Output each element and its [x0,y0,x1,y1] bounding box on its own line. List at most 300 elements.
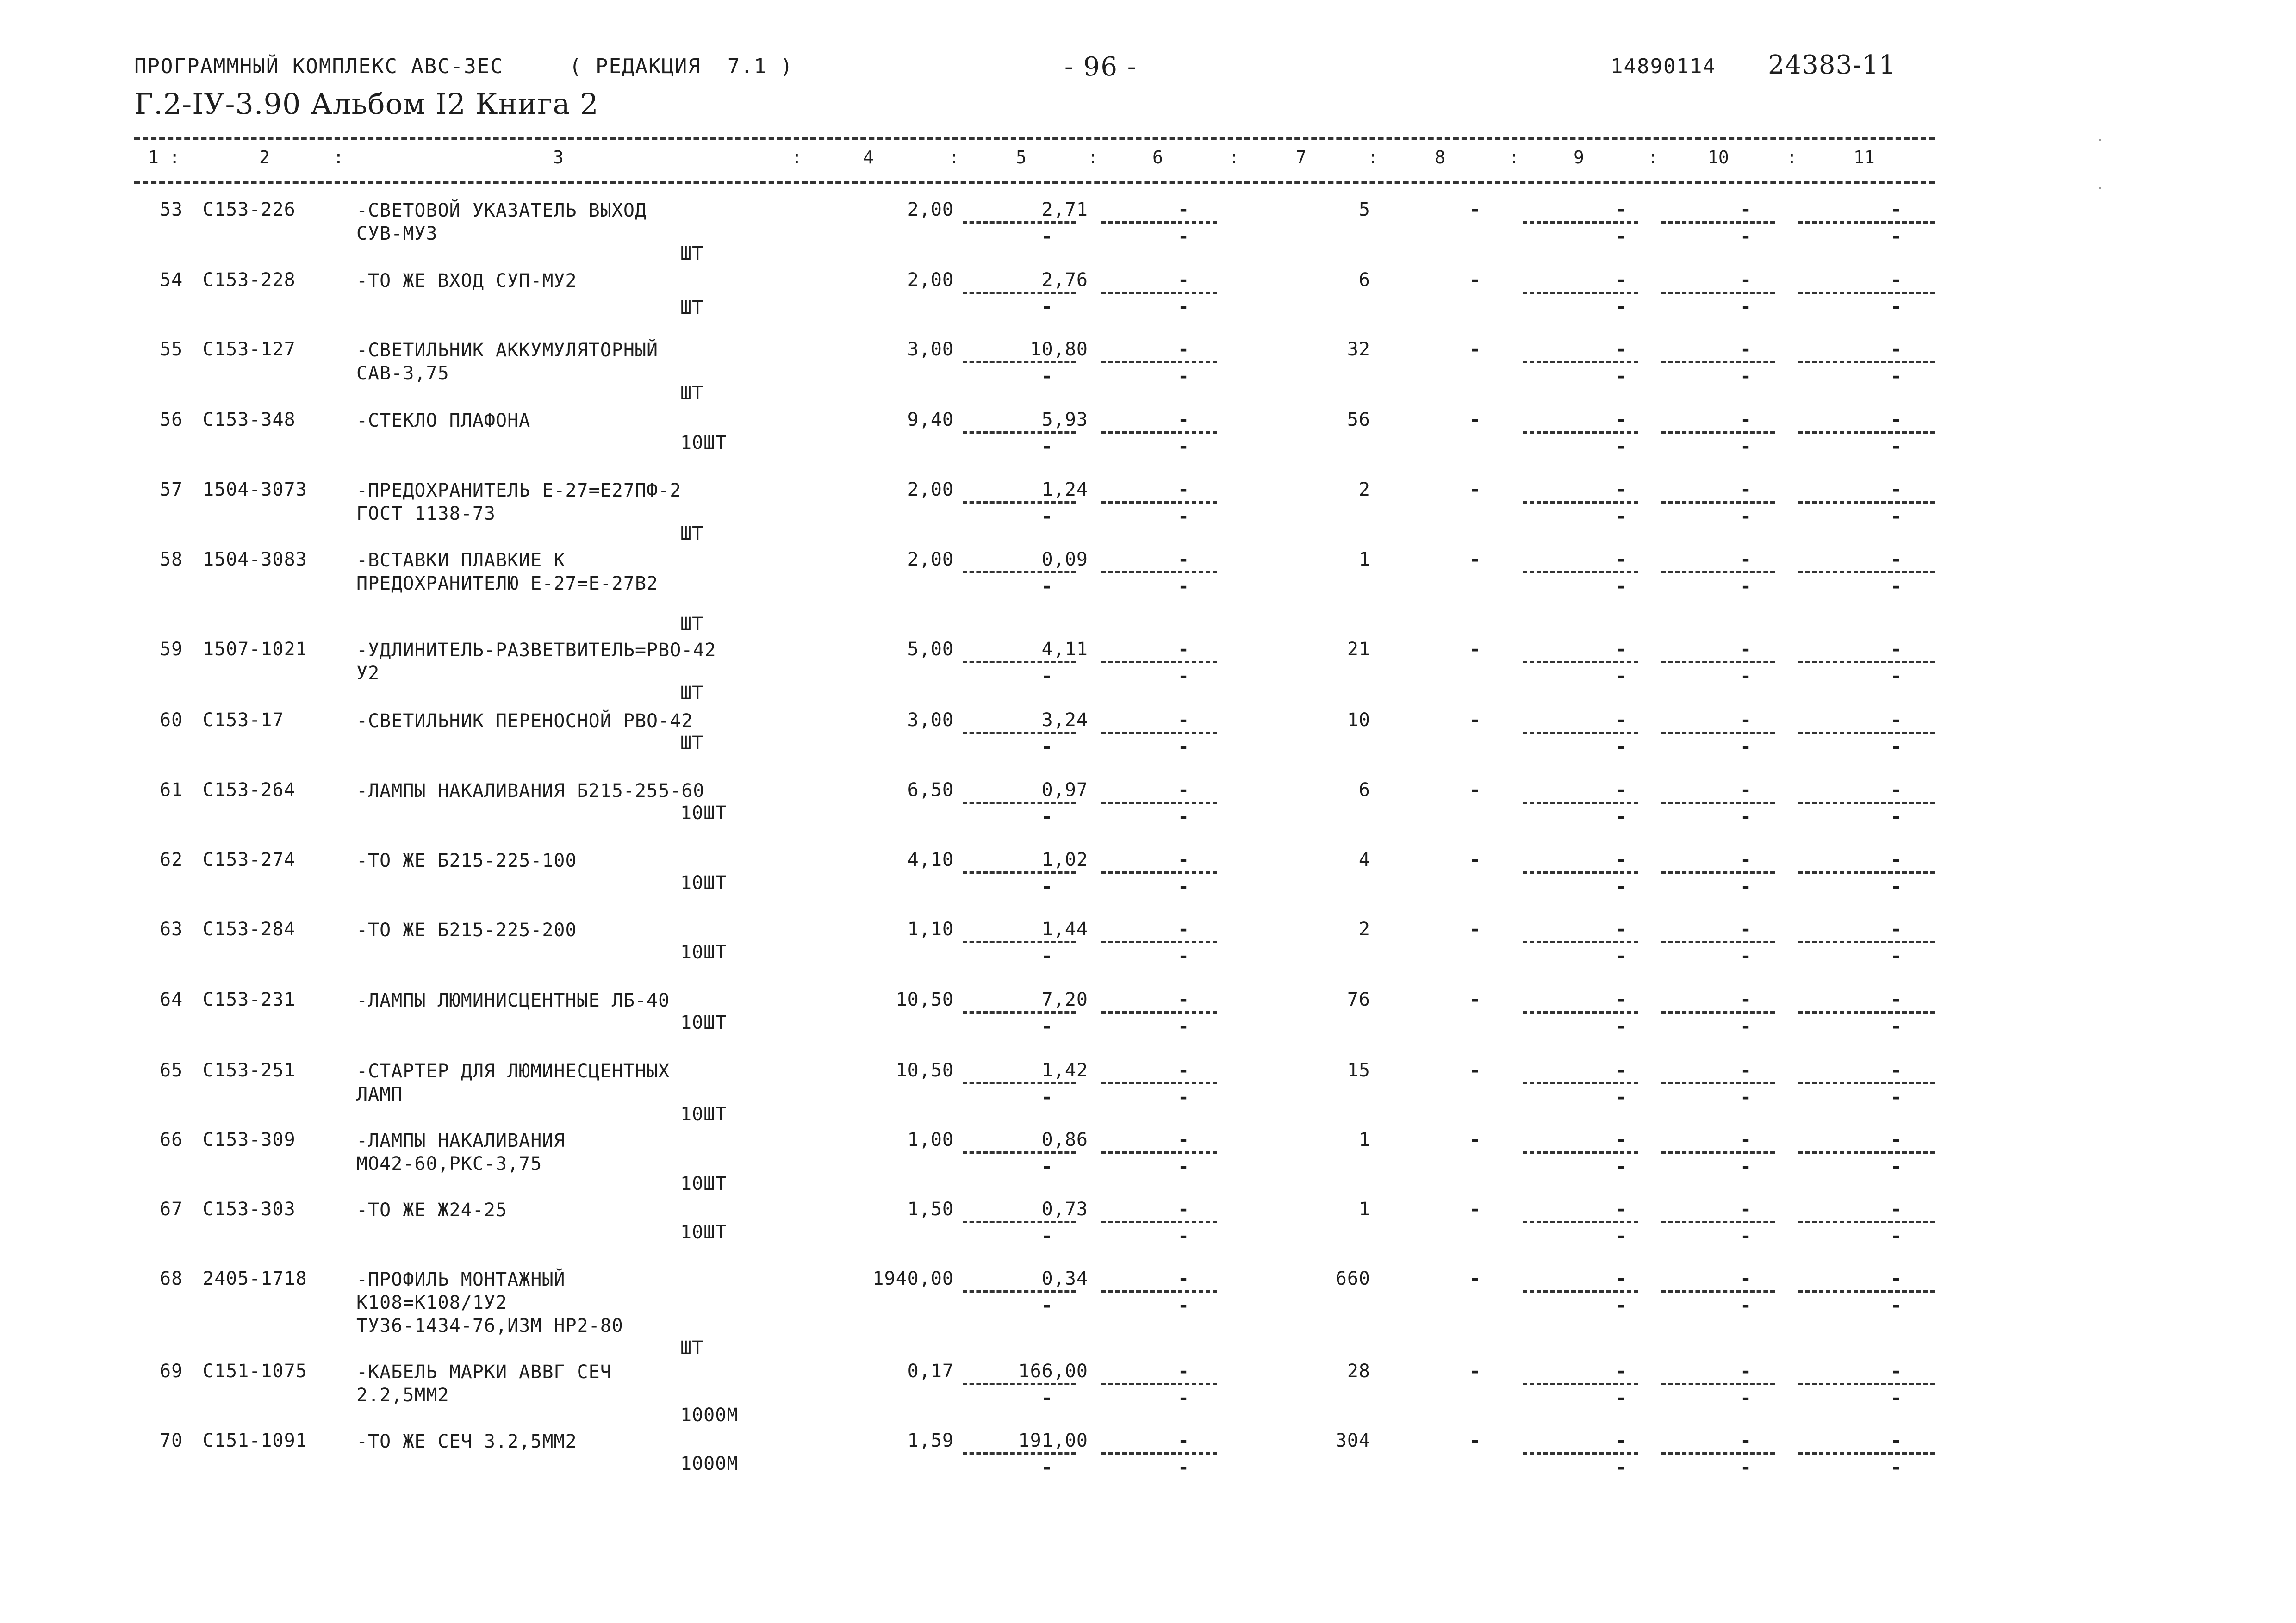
row-number: 67 [160,1199,183,1220]
sub-divider [1523,501,1638,504]
sub-divider [1523,361,1638,363]
row-number: 69 [160,1361,183,1382]
empty-cell-dash: - [1469,779,1481,801]
row-code: C153-348 [203,409,296,430]
empty-cell-dash: - [1041,1387,1053,1409]
empty-cell-dash: - [1178,226,1190,247]
empty-cell-dash: - [1041,1156,1053,1177]
empty-cell-dash: - [1178,876,1190,897]
empty-cell-dash: - [1615,1387,1627,1409]
empty-cell-dash: - [1178,1016,1190,1037]
row-total: 1 [1358,1199,1370,1220]
row-quantity: 1940,00 [872,1268,954,1289]
sub-divider [963,1151,1076,1154]
row-number: 53 [160,199,183,220]
sub-divider [1798,941,1935,943]
row-name-line: -СТЕКЛО ПЛАФОНА [356,410,531,431]
empty-cell-dash: - [1891,409,1903,430]
empty-cell-dash: - [1469,849,1481,871]
empty-cell-dash: - [1740,339,1752,360]
row-number: 70 [160,1430,183,1451]
sub-divider [963,802,1076,804]
empty-cell-dash: - [1740,1156,1752,1177]
empty-cell-dash: - [1178,339,1190,360]
empty-cell-dash: - [1740,945,1752,967]
row-code: C153-264 [203,779,296,801]
empty-cell-dash: - [1891,1295,1903,1316]
sub-divider [1101,1151,1217,1154]
empty-cell-dash: - [1178,1387,1190,1409]
empty-cell-dash: - [1178,1060,1190,1081]
empty-cell-dash: - [1178,806,1190,827]
empty-cell-dash: - [1891,945,1903,967]
empty-cell-dash: - [1469,479,1481,500]
sub-divider [1798,292,1935,294]
row-quantity: 3,00 [907,339,954,360]
sub-divider [963,361,1076,363]
row-name-line: -СВЕТИЛЬНИК ПЕРЕНОСНОЙ РВО-42 [356,710,693,732]
empty-cell-dash: - [1615,296,1627,317]
col-sep: : [791,147,802,168]
row-name-line: СУВ-МУЗ [356,223,438,244]
row-name-line: -СВЕТИЛЬНИК АККУМУЛЯТОРНЫЙ [356,340,659,361]
empty-cell-dash: - [1740,296,1752,317]
sub-divider [1661,1151,1775,1154]
empty-cell-dash: - [1891,1199,1903,1220]
sub-divider [1523,1452,1638,1455]
sub-divider [1101,431,1217,434]
program-title: ПРОГРАММНЫЙ КОМПЛЕКС АВС-ЗЕС [134,55,504,78]
row-name-line: -ЛАМПЫ НАКАЛИВАНИЯ [356,1130,566,1151]
sub-divider [1798,1383,1935,1385]
empty-cell-dash: - [1615,409,1627,430]
empty-cell-dash: - [1891,1016,1903,1037]
empty-cell-dash: - [1740,436,1752,457]
empty-cell-dash: - [1740,506,1752,527]
empty-cell-dash: - [1615,1060,1627,1081]
empty-cell-dash: - [1740,1016,1752,1037]
row-number: 64 [160,989,183,1010]
empty-cell-dash: - [1178,366,1190,387]
header-rule-top [134,137,1935,140]
row-code: 1504-3083 [203,549,307,570]
row-name-line: САВ-3,75 [356,363,449,384]
sub-divider [1661,1011,1775,1014]
table-row [0,779,2296,849]
row-name-line: ГОСТ 1138-73 [356,503,496,524]
sub-divider [1798,1452,1935,1455]
sub-divider [1798,571,1935,573]
col-sep: : [1229,147,1239,168]
row-total: 28 [1347,1361,1370,1382]
sub-divider [1661,661,1775,663]
sub-divider [1523,1151,1638,1154]
empty-cell-dash: - [1615,989,1627,1010]
col-11: 11 [1854,147,1875,168]
row-quantity: 2,00 [907,269,954,291]
column-header [134,147,1935,175]
row-number: 68 [160,1268,183,1289]
empty-cell-dash: - [1041,736,1053,758]
table-row [0,639,2296,708]
empty-cell-dash: - [1469,1060,1481,1081]
empty-cell-dash: - [1178,1156,1190,1177]
empty-cell-dash: - [1178,199,1190,220]
row-code: C153-231 [203,989,296,1010]
sub-divider [963,1383,1076,1385]
sub-divider [1661,1290,1775,1293]
sub-divider [1798,661,1935,663]
empty-cell-dash: - [1891,919,1903,940]
row-total: 32 [1347,339,1370,360]
row-price: 0,34 [1041,1268,1088,1289]
empty-cell-dash: - [1891,436,1903,457]
row-number: 54 [160,269,183,291]
row-name-line: -СВЕТОВОЙ УКАЗАТЕЛЬ ВЫХОД [356,200,647,221]
empty-cell-dash: - [1891,1457,1903,1478]
sub-divider [963,732,1076,734]
empty-cell-dash: - [1178,506,1190,527]
sub-divider [1101,1221,1217,1223]
row-unit: ШТ [680,243,704,264]
empty-cell-dash: - [1891,1225,1903,1247]
empty-cell-dash: - [1891,1129,1903,1150]
empty-cell-dash: - [1615,1016,1627,1037]
row-price: 1,24 [1041,479,1088,500]
empty-cell-dash: - [1041,1457,1053,1478]
row-total: 21 [1347,639,1370,660]
sub-divider [1523,1011,1638,1014]
empty-cell-dash: - [1891,1387,1903,1409]
empty-cell-dash: - [1178,479,1190,500]
empty-cell-dash: - [1891,296,1903,317]
sub-divider [1101,1383,1217,1385]
sub-divider [1661,1082,1775,1084]
empty-cell-dash: - [1740,639,1752,660]
table-row [0,1129,2296,1199]
row-total: 1 [1358,549,1370,570]
empty-cell-dash: - [1469,919,1481,940]
row-name-line: У2 [356,663,380,684]
row-name-line: -СТАРТЕР ДЛЯ ЛЮМИНЕСЦЕНТНЫХ [356,1061,670,1082]
empty-cell-dash: - [1740,1087,1752,1108]
row-unit: 1000М [680,1453,739,1474]
empty-cell-dash: - [1615,1361,1627,1382]
empty-cell-dash: - [1740,479,1752,500]
empty-cell-dash: - [1041,665,1053,687]
empty-cell-dash: - [1615,919,1627,940]
row-price: 10,80 [1030,339,1088,360]
sub-divider [963,871,1076,874]
empty-cell-dash: - [1740,366,1752,387]
row-code: 1507-1021 [203,639,307,660]
empty-cell-dash: - [1740,806,1752,827]
empty-cell-dash: - [1469,709,1481,731]
empty-cell-dash: - [1178,576,1190,597]
row-name-line: -ЛАМПЫ НАКАЛИВАНИЯ Б215-255-60 [356,780,705,802]
row-quantity: 6,50 [907,779,954,801]
sub-divider [1523,732,1638,734]
sub-divider [1661,501,1775,504]
empty-cell-dash: - [1891,1268,1903,1289]
empty-cell-dash: - [1178,1361,1190,1382]
empty-cell-dash: - [1740,1060,1752,1081]
empty-cell-dash: - [1740,1361,1752,1382]
row-price: 4,11 [1041,639,1088,660]
sub-divider [1523,941,1638,943]
sub-divider [1661,1383,1775,1385]
empty-cell-dash: - [1469,1268,1481,1289]
sub-divider [1798,431,1935,434]
empty-cell-dash: - [1740,1387,1752,1409]
sub-divider [963,221,1076,224]
empty-cell-dash: - [1891,199,1903,220]
empty-cell-dash: - [1740,1430,1752,1451]
sub-divider [1798,221,1935,224]
empty-cell-dash: - [1615,639,1627,660]
empty-cell-dash: - [1178,1295,1190,1316]
sub-divider [1661,802,1775,804]
row-unit: ШТ [680,297,704,318]
empty-cell-dash: - [1178,849,1190,871]
empty-cell-dash: - [1740,1268,1752,1289]
empty-cell-dash: - [1178,409,1190,430]
empty-cell-dash: - [1740,779,1752,801]
row-total: 10 [1347,709,1370,731]
sub-divider [1101,941,1217,943]
sub-divider [1661,571,1775,573]
empty-cell-dash: - [1615,576,1627,597]
empty-cell-dash: - [1469,1361,1481,1382]
empty-cell-dash: - [1041,366,1053,387]
row-number: 65 [160,1060,183,1081]
empty-cell-dash: - [1615,945,1627,967]
row-name-line: 2.2,5ММ2 [356,1385,449,1406]
row-price: 1,02 [1041,849,1088,871]
row-total: 2 [1358,919,1370,940]
empty-cell-dash: - [1891,339,1903,360]
empty-cell-dash: - [1615,1129,1627,1150]
row-price: 0,73 [1041,1199,1088,1220]
empty-cell-dash: - [1615,366,1627,387]
row-name-line: -ПРОФИЛЬ МОНТАЖНЫЙ [356,1269,566,1290]
empty-cell-dash: - [1615,1268,1627,1289]
row-unit: 10ШТ [680,432,727,454]
sub-divider [1661,871,1775,874]
sub-divider [1798,1011,1935,1014]
sub-divider [1101,221,1217,224]
empty-cell-dash: - [1740,269,1752,291]
row-name-line: ПРЕДОХРАНИТЕЛЮ Е-27=Е-27В2 [356,573,659,594]
empty-cell-dash: - [1891,665,1903,687]
sub-divider [1101,1011,1217,1014]
row-number: 63 [160,919,183,940]
col-sep: : [1088,147,1098,168]
table-row [0,849,2296,919]
empty-cell-dash: - [1469,199,1481,220]
row-code: C151-1075 [203,1361,307,1382]
row-price: 5,93 [1041,409,1088,430]
empty-cell-dash: - [1178,1199,1190,1220]
empty-cell-dash: - [1891,1060,1903,1081]
empty-cell-dash: - [1178,779,1190,801]
sub-divider [1798,1221,1935,1223]
row-quantity: 5,00 [907,639,954,660]
row-number: 58 [160,549,183,570]
row-quantity: 1,50 [907,1199,954,1220]
sub-divider [1661,221,1775,224]
table-row [0,1060,2296,1129]
sub-divider [1523,1082,1638,1084]
empty-cell-dash: - [1891,549,1903,570]
empty-cell-dash: - [1615,849,1627,871]
row-unit: ШТ [680,383,704,404]
table-row [0,709,2296,779]
sub-divider [1523,221,1638,224]
col-sep: : [333,147,344,168]
sub-divider [1101,361,1217,363]
col-sep: : [1786,147,1797,168]
page-number: - 96 - [1064,52,1137,82]
row-number: 57 [160,479,183,500]
empty-cell-dash: - [1178,1430,1190,1451]
row-name-line: К108=К108/1У2 [356,1292,508,1313]
empty-cell-dash: - [1469,409,1481,430]
empty-cell-dash: - [1891,779,1903,801]
empty-cell-dash: - [1469,1430,1481,1451]
row-price: 3,24 [1041,709,1088,731]
row-unit: 10ШТ [680,1222,727,1243]
empty-cell-dash: - [1041,1225,1053,1247]
empty-cell-dash: - [1740,409,1752,430]
row-unit: ШТ [680,523,704,544]
row-number: 60 [160,709,183,731]
row-unit: 10ШТ [680,1012,727,1033]
empty-cell-dash: - [1615,709,1627,731]
row-name-line: -ТО ЖЕ Ж24-25 [356,1200,508,1221]
row-quantity: 9,40 [907,409,954,430]
sub-divider [963,661,1076,663]
row-unit: ШТ [680,683,704,704]
empty-cell-dash: - [1615,549,1627,570]
sub-divider [963,941,1076,943]
empty-cell-dash: - [1891,269,1903,291]
row-total: 4 [1358,849,1370,871]
sub-divider [1798,1151,1935,1154]
empty-cell-dash: - [1041,1016,1053,1037]
empty-cell-dash: - [1891,639,1903,660]
row-total: 6 [1358,269,1370,291]
empty-cell-dash: - [1740,1199,1752,1220]
empty-cell-dash: - [1740,226,1752,247]
empty-cell-dash: - [1041,876,1053,897]
empty-cell-dash: - [1891,1430,1903,1451]
empty-cell-dash: - [1615,339,1627,360]
empty-cell-dash: - [1891,989,1903,1010]
row-name-line: -ПРЕДОХРАНИТЕЛЬ Е-27=Е27ПФ-2 [356,480,682,501]
sub-divider [963,292,1076,294]
empty-cell-dash: - [1740,1129,1752,1150]
empty-cell-dash: - [1041,506,1053,527]
empty-cell-dash: - [1615,1295,1627,1316]
table-row [0,479,2296,548]
empty-cell-dash: - [1615,479,1627,500]
sub-divider [1661,431,1775,434]
empty-cell-dash: - [1178,436,1190,457]
col-1: 1 : [148,147,180,168]
empty-cell-dash: - [1469,339,1481,360]
row-unit: 10ШТ [680,872,727,894]
row-number: 61 [160,779,183,801]
row-name-line: -ТО ЖЕ Б215-225-100 [356,850,577,871]
empty-cell-dash: - [1178,1225,1190,1247]
row-price: 0,09 [1041,549,1088,570]
row-code: C153-274 [203,849,296,871]
row-number: 55 [160,339,183,360]
row-quantity: 2,00 [907,479,954,500]
sub-divider [1798,361,1935,363]
row-price: 2,71 [1041,199,1088,220]
row-unit: 1000М [680,1405,739,1426]
sub-divider [1523,1221,1638,1223]
col-10: 10 [1708,147,1729,168]
row-price: 166,00 [1018,1361,1088,1382]
empty-cell-dash: - [1615,1156,1627,1177]
row-code: 2405-1718 [203,1268,307,1289]
sub-divider [963,1221,1076,1223]
empty-cell-dash: - [1469,989,1481,1010]
sub-divider [963,431,1076,434]
empty-cell-dash: - [1740,1225,1752,1247]
sub-divider [1661,941,1775,943]
empty-cell-dash: - [1740,989,1752,1010]
row-total: 5 [1358,199,1370,220]
sub-divider [1661,361,1775,363]
sub-divider [1798,871,1935,874]
sub-divider [963,1452,1076,1455]
sub-divider [1523,571,1638,573]
empty-cell-dash: - [1178,736,1190,758]
col-sep: : [949,147,959,168]
empty-cell-dash: - [1469,639,1481,660]
empty-cell-dash: - [1891,506,1903,527]
table-row [0,1199,2296,1268]
edition-label: ( РЕДАКЦИЯ 7.1 ) [569,55,794,78]
empty-cell-dash: - [1891,1361,1903,1382]
table-row [0,339,2296,408]
empty-cell-dash: - [1615,436,1627,457]
sub-divider [963,1011,1076,1014]
sub-divider [963,571,1076,573]
row-total: 56 [1347,409,1370,430]
empty-cell-dash: - [1041,436,1053,457]
empty-cell-dash: - [1041,806,1053,827]
row-name-line: -КАБЕЛЬ МАРКИ АВВГ СЕЧ [356,1362,612,1383]
table-row [0,1430,2296,1499]
sub-divider [1661,732,1775,734]
empty-cell-dash: - [1178,1129,1190,1150]
row-quantity: 4,10 [907,849,954,871]
empty-cell-dash: - [1041,1295,1053,1316]
table-row [0,199,2296,268]
col-sep: : [1509,147,1519,168]
empty-cell-dash: - [1740,1295,1752,1316]
sub-divider [1798,732,1935,734]
empty-cell-dash: - [1740,876,1752,897]
row-name-line: ТУ36-1434-76,ИЗМ НР2-80 [356,1315,623,1337]
sub-divider [1661,1452,1775,1455]
empty-cell-dash: - [1178,549,1190,570]
